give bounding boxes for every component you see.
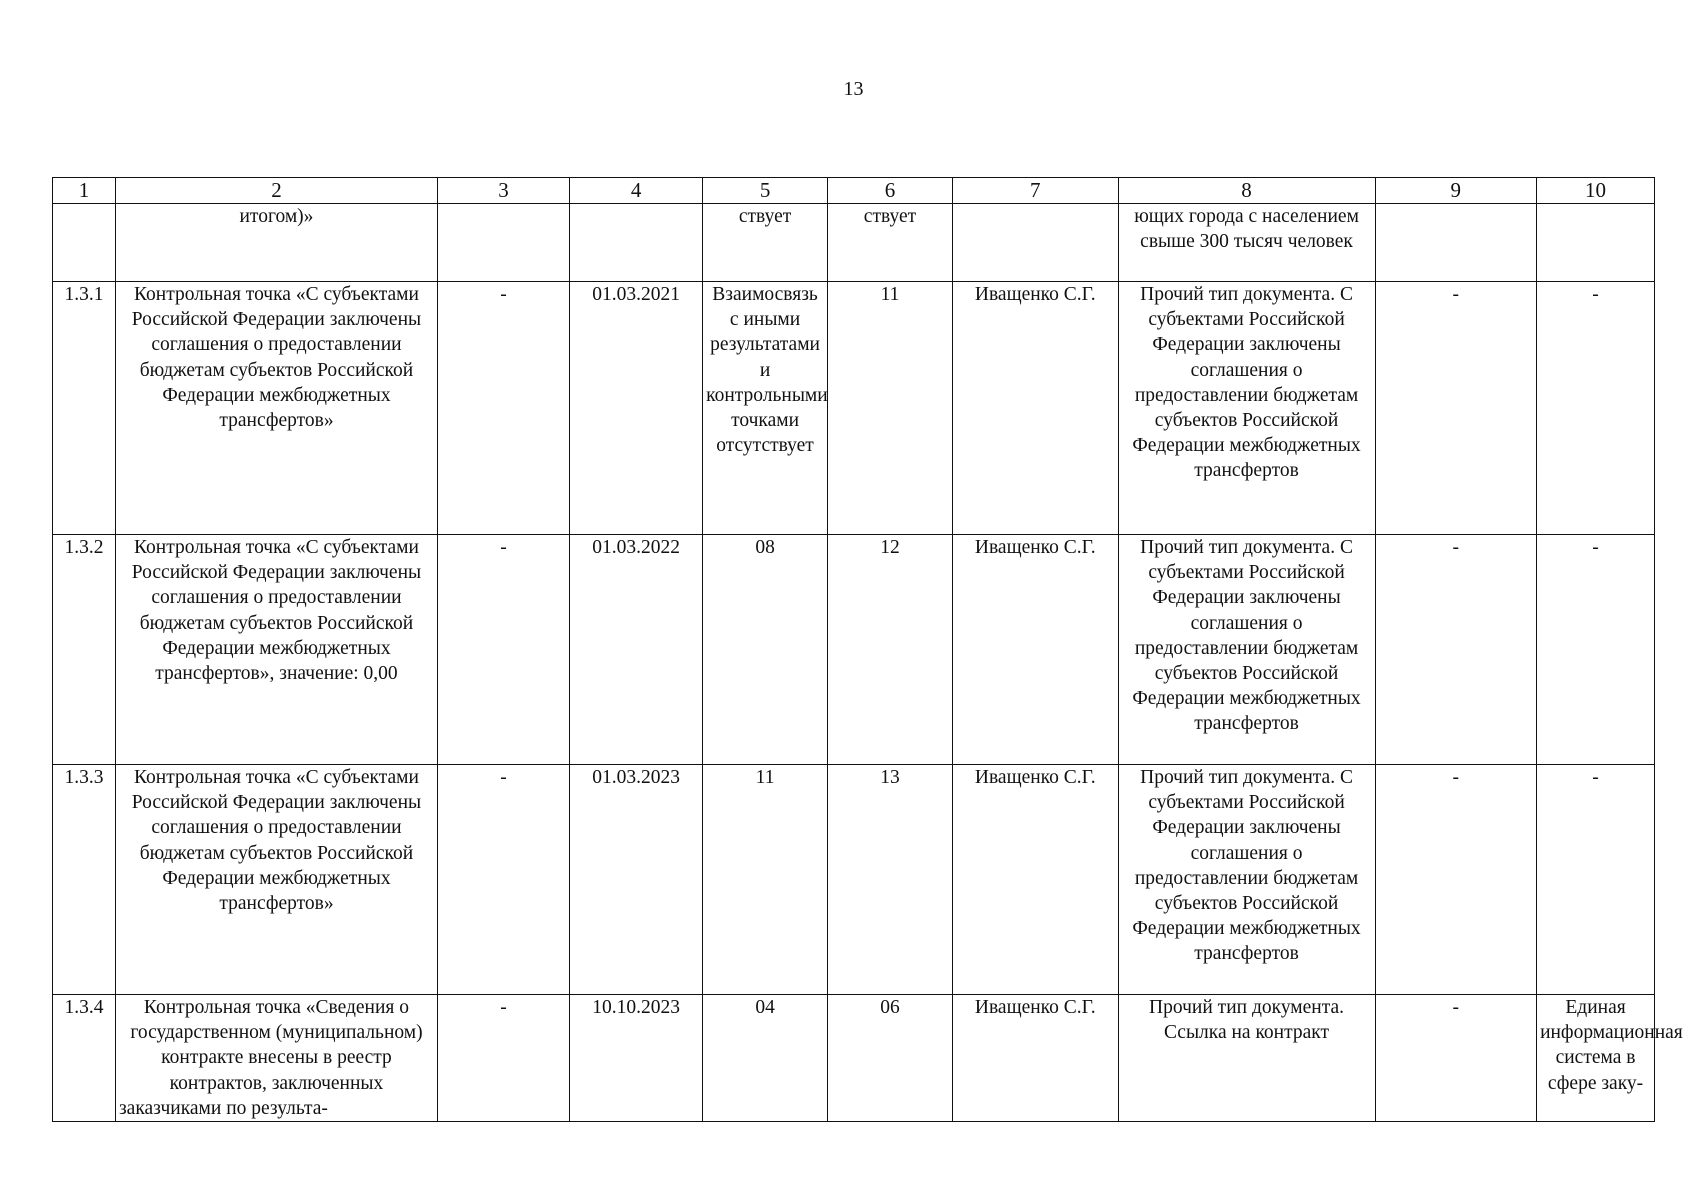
date-cell: 10.10.2023	[570, 995, 703, 1122]
row-number-cell: 1.3.1	[53, 282, 116, 535]
level-cell: -	[1375, 765, 1537, 995]
document-cell: ющих города с населением свыше 300 тысяч человек	[1118, 204, 1375, 282]
predecessor-cell: 08	[703, 535, 828, 765]
page-number: 13	[843, 78, 864, 100]
successor-cell: 06	[828, 995, 953, 1122]
date-cell: 01.03.2021	[570, 282, 703, 535]
document-cell: Прочий тип документа. С субъектами Российской Федерации заключены соглашения о предоставлении бюджетам субъектов Российской Федерации межбюджетных трансфертов	[1118, 282, 1375, 535]
system-cell	[1537, 204, 1655, 282]
name-cell: итогом)»	[115, 204, 437, 282]
table-row	[53, 765, 1655, 995]
base-value-cell: -	[437, 535, 569, 765]
responsible-cell: Иващенко С.Г.	[952, 765, 1118, 995]
date-cell: 01.03.2022	[570, 535, 703, 765]
document-cell: Прочий тип документа. Ссылка на контракт	[1118, 995, 1375, 1122]
column-number-7: 7	[952, 178, 1118, 204]
column-number-2: 2	[115, 178, 437, 204]
level-cell: -	[1375, 535, 1537, 765]
level-cell: -	[1375, 282, 1537, 535]
predecessor-cell: 04	[703, 995, 828, 1122]
table-row	[53, 282, 1655, 535]
name-cell: Контрольная точка «С субъектами Российской Федерации заключены соглашения о предоставлении бюджетам субъектов Российской Федерации межбюджетных трансфертов»	[115, 765, 437, 995]
level-cell	[1375, 204, 1537, 282]
date-cell	[570, 204, 703, 282]
column-number-1: 1	[53, 178, 116, 204]
predecessor-cell: Взаимосвязь с иными результатами и контрольными точками отсутствует	[703, 282, 828, 535]
responsible-cell: Иващенко С.Г.	[952, 535, 1118, 765]
level-cell: -	[1375, 995, 1537, 1122]
document-cell: Прочий тип документа. С субъектами Российской Федерации заключены соглашения о предоставлении бюджетам субъектов Российской Федерации межбюджетных трансфертов	[1118, 535, 1375, 765]
table-row	[53, 204, 1655, 282]
table-row	[53, 995, 1655, 1122]
name-cell: Контрольная точка «С субъектами Российской Федерации заключены соглашения о предоставлении бюджетам субъектов Российской Федерации межбюджетных трансфертов»	[115, 282, 437, 535]
row-number-cell: 1.3.4	[53, 995, 116, 1122]
row-number-cell	[53, 204, 116, 282]
table-row	[53, 535, 1655, 765]
predecessor-cell: 11	[703, 765, 828, 995]
base-value-cell	[437, 204, 569, 282]
column-number-9: 9	[1375, 178, 1537, 204]
column-number-10: 10	[1537, 178, 1655, 204]
successor-cell: 11	[828, 282, 953, 535]
column-number-4: 4	[570, 178, 703, 204]
successor-cell: ствует	[828, 204, 953, 282]
base-value-cell: -	[437, 282, 569, 535]
column-number-5: 5	[703, 178, 828, 204]
column-number-8: 8	[1118, 178, 1375, 204]
successor-cell: 12	[828, 535, 953, 765]
system-cell: -	[1537, 282, 1655, 535]
predecessor-cell: ствует	[703, 204, 828, 282]
responsible-cell: Иващенко С.Г.	[952, 995, 1118, 1122]
system-cell: -	[1537, 765, 1655, 995]
date-cell: 01.03.2023	[570, 765, 703, 995]
base-value-cell: -	[437, 995, 569, 1122]
table-header	[53, 178, 1655, 204]
row-number-cell: 1.3.3	[53, 765, 116, 995]
header-row	[53, 178, 1655, 204]
successor-cell: 13	[828, 765, 953, 995]
document-cell: Прочий тип документа. С субъектами Российской Федерации заключены соглашения о предоставлении бюджетам субъектов Российской Федерации межбюджетных трансфертов	[1118, 765, 1375, 995]
system-cell: Единая информационная система в сфере заку-	[1537, 995, 1655, 1122]
name-cell: Контрольная точка «Сведения о государственном (муниципальном) контракте внесены в реестр контрактов, заключенных заказчиками по результа-	[115, 995, 437, 1122]
responsible-cell: Иващенко С.Г.	[952, 282, 1118, 535]
data-table	[52, 177, 1683, 1122]
name-cell: Контрольная точка «С субъектами Российской Федерации заключены соглашения о предоставлении бюджетам субъектов Российской Федерации межбюджетных трансфертов», значение: 0,00	[115, 535, 437, 765]
base-value-cell: -	[437, 765, 569, 995]
column-number-3: 3	[437, 178, 569, 204]
system-cell: -	[1537, 535, 1655, 765]
responsible-cell	[952, 204, 1118, 282]
row-number-cell: 1.3.2	[53, 535, 116, 765]
column-number-6: 6	[828, 178, 953, 204]
